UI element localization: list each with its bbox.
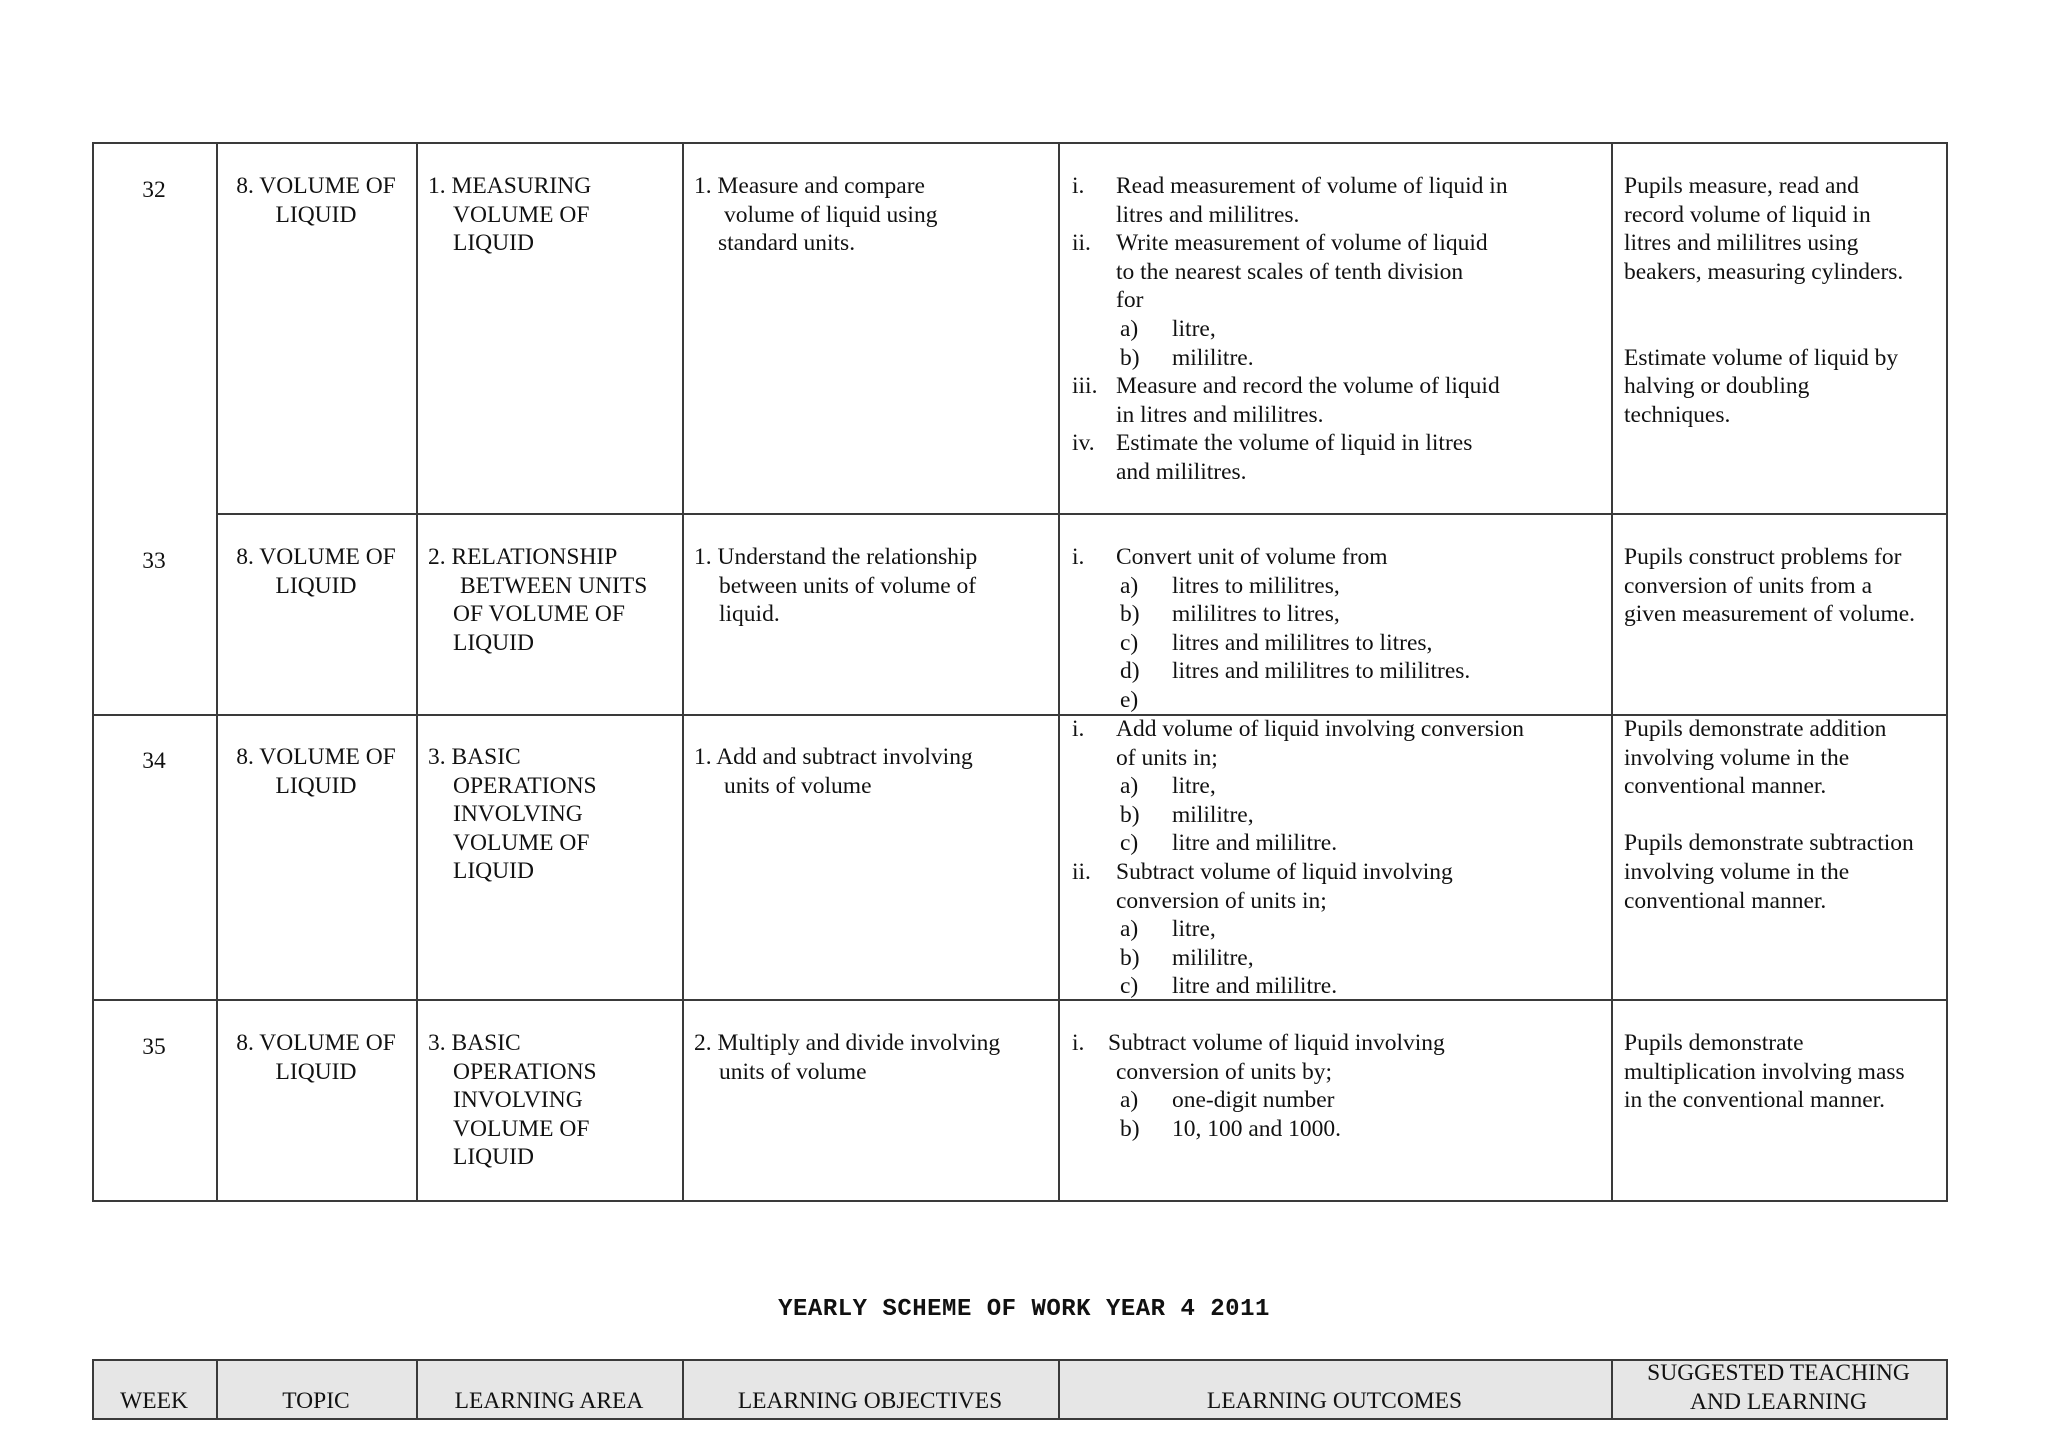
- cell-line: [1624, 315, 1903, 344]
- learning-area-cell: [428, 743, 597, 886]
- outcome-marker: d): [1120, 658, 1140, 685]
- outcome-line: [1072, 229, 1612, 258]
- cell-line: conventional manner.: [1624, 887, 1827, 914]
- cell-line: LIQUID: [275, 772, 357, 799]
- outcome-line: [1072, 172, 1612, 201]
- cell-line: 8. VOLUME OF: [236, 1030, 396, 1056]
- page-title: YEARLY SCHEME OF WORK YEAR 4 2011: [778, 1296, 1270, 1323]
- cell-line: 1. Add and subtract involving: [694, 744, 973, 770]
- outcome-line: [1072, 772, 1612, 801]
- cell-line: 34: [142, 748, 166, 774]
- cell-line: OF VOLUME OF: [453, 601, 625, 628]
- outcome-text: litres and mililitres to litres,: [1172, 629, 1433, 656]
- outcome-text: conversion of units in;: [1116, 887, 1327, 914]
- outcome-text: in litres and mililitres.: [1116, 401, 1324, 428]
- header-learning-outcomes: LEARNING OUTCOMES: [1206, 1388, 1463, 1414]
- cell-line: Pupils measure, read and: [1624, 173, 1859, 199]
- cell-line: LIQUID: [453, 858, 534, 885]
- cell-line: involving volume in the: [1624, 744, 1850, 771]
- outcome-text: 10, 100 and 1000.: [1172, 1115, 1342, 1142]
- outcome-line: [1072, 1029, 1612, 1058]
- outcome-line: [1072, 201, 1612, 230]
- outcome-line: [1072, 858, 1612, 887]
- outcome-text: mililitres to litres,: [1172, 601, 1340, 628]
- cell-line: 2. RELATIONSHIP: [428, 544, 618, 570]
- learning-area-cell: [428, 543, 647, 657]
- outcome-marker: a): [1120, 315, 1139, 342]
- outcome-text: Subtract volume of liquid involving: [1108, 1030, 1445, 1056]
- cell-line: LIQUID: [453, 1144, 534, 1171]
- outcome-line: [1072, 944, 1612, 973]
- outcome-text: Estimate the volume of liquid in litres: [1116, 430, 1473, 457]
- cell-line: given measurement of volume.: [1624, 601, 1916, 628]
- outcome-marker: a): [1120, 572, 1139, 599]
- cell-line: standard units.: [718, 230, 856, 257]
- cell-line: 3. BASIC: [428, 744, 521, 770]
- column-divider: [682, 142, 684, 1200]
- outcome-marker: b): [1120, 944, 1140, 971]
- outcome-text: Subtract volume of liquid involving: [1116, 858, 1453, 885]
- table-border: [92, 142, 1948, 144]
- outcome-text: Convert unit of volume from: [1116, 544, 1388, 570]
- learning-objectives-cell: [694, 1029, 1000, 1086]
- cell-line: 8. VOLUME OF: [236, 544, 396, 570]
- learning-outcomes-cell: [1072, 543, 1612, 715]
- learning-objectives-cell: [694, 543, 977, 629]
- outcome-text: litre and mililitre.: [1172, 830, 1338, 857]
- outcome-text: mililitre,: [1172, 944, 1254, 971]
- outcome-text: one-digit number: [1172, 1087, 1335, 1114]
- topic-cell: [216, 743, 416, 800]
- outcome-line: [1072, 372, 1612, 401]
- outcome-text: litres and mililitres.: [1116, 201, 1300, 228]
- suggested-activities-cell: [1624, 172, 1903, 429]
- outcome-line: [1072, 715, 1612, 744]
- header-learning-objectives: LEARNING OBJECTIVES: [737, 1388, 1003, 1414]
- cell-line: LIQUID: [275, 1058, 357, 1085]
- learning-objectives-cell: [694, 172, 937, 258]
- cell-line: 8. VOLUME OF: [236, 173, 396, 199]
- cell-line: INVOLVING: [453, 1087, 583, 1114]
- learning-outcomes-cell: [1072, 172, 1612, 487]
- cell-line: Pupils demonstrate subtraction: [1624, 830, 1914, 857]
- cell-line: OPERATIONS: [453, 1058, 597, 1085]
- cell-line: 35: [142, 1034, 166, 1060]
- table-border: [1946, 142, 1948, 1200]
- outcome-line: [1072, 801, 1612, 830]
- outcome-marker: ii.: [1072, 230, 1091, 257]
- cell-line: BETWEEN UNITS: [460, 572, 648, 599]
- cell-line: conversion of units from a: [1624, 572, 1873, 599]
- suggested-activities-cell: [1624, 1029, 1905, 1115]
- outcome-marker: b): [1120, 1115, 1140, 1142]
- header-topic: TOPIC: [282, 1388, 350, 1414]
- outcome-marker: b): [1120, 801, 1140, 828]
- week-number: [92, 547, 216, 576]
- cell-line: LIQUID: [453, 629, 534, 656]
- outcome-line: [1072, 543, 1612, 572]
- header-border: [92, 1418, 1948, 1420]
- outcome-marker: b): [1120, 601, 1140, 628]
- table-border: [92, 1200, 1948, 1202]
- learning-outcomes-cell: [1072, 715, 1612, 1001]
- outcome-line: [1072, 744, 1612, 773]
- cell-line: LIQUID: [275, 572, 357, 599]
- cell-line: units of volume: [724, 772, 872, 799]
- suggested-activities-cell: [1624, 543, 1915, 629]
- row-divider: [92, 999, 1946, 1001]
- outcome-marker: a): [1120, 1087, 1139, 1114]
- week-number: [92, 176, 216, 205]
- learning-outcomes-cell: [1072, 1029, 1612, 1143]
- outcome-line: [1072, 458, 1612, 487]
- outcome-text: litre,: [1172, 916, 1216, 943]
- learning-objectives-cell: [694, 743, 973, 800]
- outcome-text: for: [1116, 287, 1144, 314]
- outcome-text: litre and mililitre.: [1172, 973, 1338, 1000]
- outcome-text: Add volume of liquid involving conversion: [1116, 716, 1524, 742]
- cell-line: LIQUID: [453, 230, 534, 257]
- outcome-line: [1072, 600, 1612, 629]
- header-border: [1946, 1359, 1948, 1419]
- outcome-line: [1072, 657, 1612, 686]
- outcome-line: [1072, 1086, 1612, 1115]
- cell-line: VOLUME OF: [453, 829, 590, 856]
- row-divider: [216, 513, 1946, 515]
- outcome-marker: i.: [1072, 173, 1085, 199]
- suggested-activities-cell: [1624, 715, 1914, 915]
- outcome-marker: c): [1120, 830, 1139, 857]
- outcome-marker: e): [1120, 686, 1139, 713]
- outcome-line: [1072, 887, 1612, 916]
- column-divider: [1058, 142, 1060, 1200]
- cell-line: Estimate volume of liquid by: [1624, 344, 1899, 371]
- outcome-text: mililitre,: [1172, 801, 1254, 828]
- outcome-line: [1072, 915, 1612, 944]
- outcome-text: Read measurement of volume of liquid in: [1116, 173, 1508, 199]
- cell-line: VOLUME OF: [453, 1115, 590, 1142]
- cell-line: 1. Measure and compare: [694, 173, 925, 199]
- outcome-line: [1072, 258, 1612, 287]
- cell-line: multiplication involving mass: [1624, 1058, 1905, 1085]
- outcome-line: [1072, 286, 1612, 315]
- header-learning-area: LEARNING AREA: [454, 1388, 644, 1414]
- outcome-marker: i.: [1072, 544, 1085, 570]
- column-divider: [416, 142, 418, 1200]
- outcome-text: to the nearest scales of tenth division: [1116, 258, 1464, 285]
- outcome-line: [1072, 829, 1612, 858]
- outcome-line: [1072, 429, 1612, 458]
- outcome-marker: a): [1120, 916, 1139, 943]
- cell-line: conventional manner.: [1624, 773, 1827, 800]
- cell-line: in the conventional manner.: [1624, 1087, 1886, 1114]
- cell-line: units of volume: [719, 1058, 867, 1085]
- cell-line: 32: [142, 177, 166, 203]
- outcome-text: litres and mililitres to mililitres.: [1172, 658, 1471, 685]
- cell-line: [1624, 801, 1914, 830]
- outcome-marker: ii.: [1072, 858, 1091, 885]
- outcome-marker: iv.: [1072, 430, 1095, 457]
- outcome-marker: i.: [1072, 716, 1085, 742]
- header-suggested-line: AND LEARNING: [1690, 1388, 1867, 1415]
- header-suggested-teaching: [1611, 1359, 1946, 1416]
- outcome-line: [1072, 344, 1612, 373]
- outcome-line: [1072, 629, 1612, 658]
- outcome-marker: a): [1120, 773, 1139, 800]
- outcome-marker: c): [1120, 973, 1139, 1000]
- cell-line: 1. MEASURING: [428, 173, 592, 199]
- cell-line: VOLUME OF: [453, 201, 590, 228]
- outcome-marker: c): [1120, 629, 1139, 656]
- outcome-marker: iii.: [1072, 373, 1098, 400]
- outcome-text: mililitre.: [1172, 344, 1254, 371]
- outcome-text: and mililitres.: [1116, 458, 1247, 485]
- cell-line: [1624, 286, 1903, 315]
- cell-line: 2. Multiply and divide involving: [694, 1030, 1001, 1056]
- cell-line: Pupils demonstrate addition: [1624, 716, 1887, 742]
- outcome-marker: b): [1120, 344, 1140, 371]
- cell-line: OPERATIONS: [453, 772, 597, 799]
- week-number: [92, 1033, 216, 1062]
- outcome-text: litre,: [1172, 773, 1216, 800]
- cell-line: Pupils demonstrate: [1624, 1030, 1804, 1056]
- outcome-line: [1072, 1058, 1612, 1087]
- outcome-text: Measure and record the volume of liquid: [1116, 373, 1500, 400]
- cell-line: liquid.: [719, 601, 780, 628]
- outcome-line: [1072, 401, 1612, 430]
- learning-area-cell: [428, 1029, 597, 1172]
- outcome-text: conversion of units by;: [1116, 1058, 1333, 1085]
- learning-area-cell: [428, 172, 591, 258]
- cell-line: beakers, measuring cylinders.: [1624, 258, 1904, 285]
- cell-line: INVOLVING: [453, 801, 583, 828]
- cell-line: 3. BASIC: [428, 1030, 521, 1056]
- cell-line: involving volume in the: [1624, 858, 1850, 885]
- week-number: [92, 747, 216, 776]
- cell-line: litres and mililitres using: [1624, 230, 1859, 257]
- outcome-text: litre,: [1172, 315, 1216, 342]
- cell-line: halving or doubling: [1624, 373, 1810, 400]
- outcome-line: [1072, 315, 1612, 344]
- topic-cell: [216, 172, 416, 229]
- cell-line: Pupils construct problems for: [1624, 544, 1902, 570]
- outcome-line: [1072, 972, 1612, 1001]
- outcome-line: [1072, 1115, 1612, 1144]
- cell-line: LIQUID: [275, 201, 357, 228]
- cell-line: 33: [142, 548, 166, 574]
- outcome-text: litres to mililitres,: [1172, 572, 1340, 599]
- topic-cell: [216, 543, 416, 600]
- cell-line: techniques.: [1624, 401, 1731, 428]
- outcome-marker: i.: [1072, 1030, 1085, 1056]
- outcome-line: [1072, 572, 1612, 601]
- cell-line: 1. Understand the relationship: [694, 544, 978, 570]
- cell-line: record volume of liquid in: [1624, 201, 1871, 228]
- cell-line: between units of volume of: [719, 572, 977, 599]
- header-week: WEEK: [120, 1388, 188, 1414]
- outcome-text: Write measurement of volume of liquid: [1116, 230, 1488, 257]
- outcome-text: of units in;: [1116, 744, 1218, 771]
- header-suggested-line: SUGGESTED TEACHING: [1647, 1360, 1910, 1386]
- cell-line: 8. VOLUME OF: [236, 744, 396, 770]
- cell-line: volume of liquid using: [724, 201, 938, 228]
- outcome-line: [1072, 686, 1612, 715]
- topic-cell: [216, 1029, 416, 1086]
